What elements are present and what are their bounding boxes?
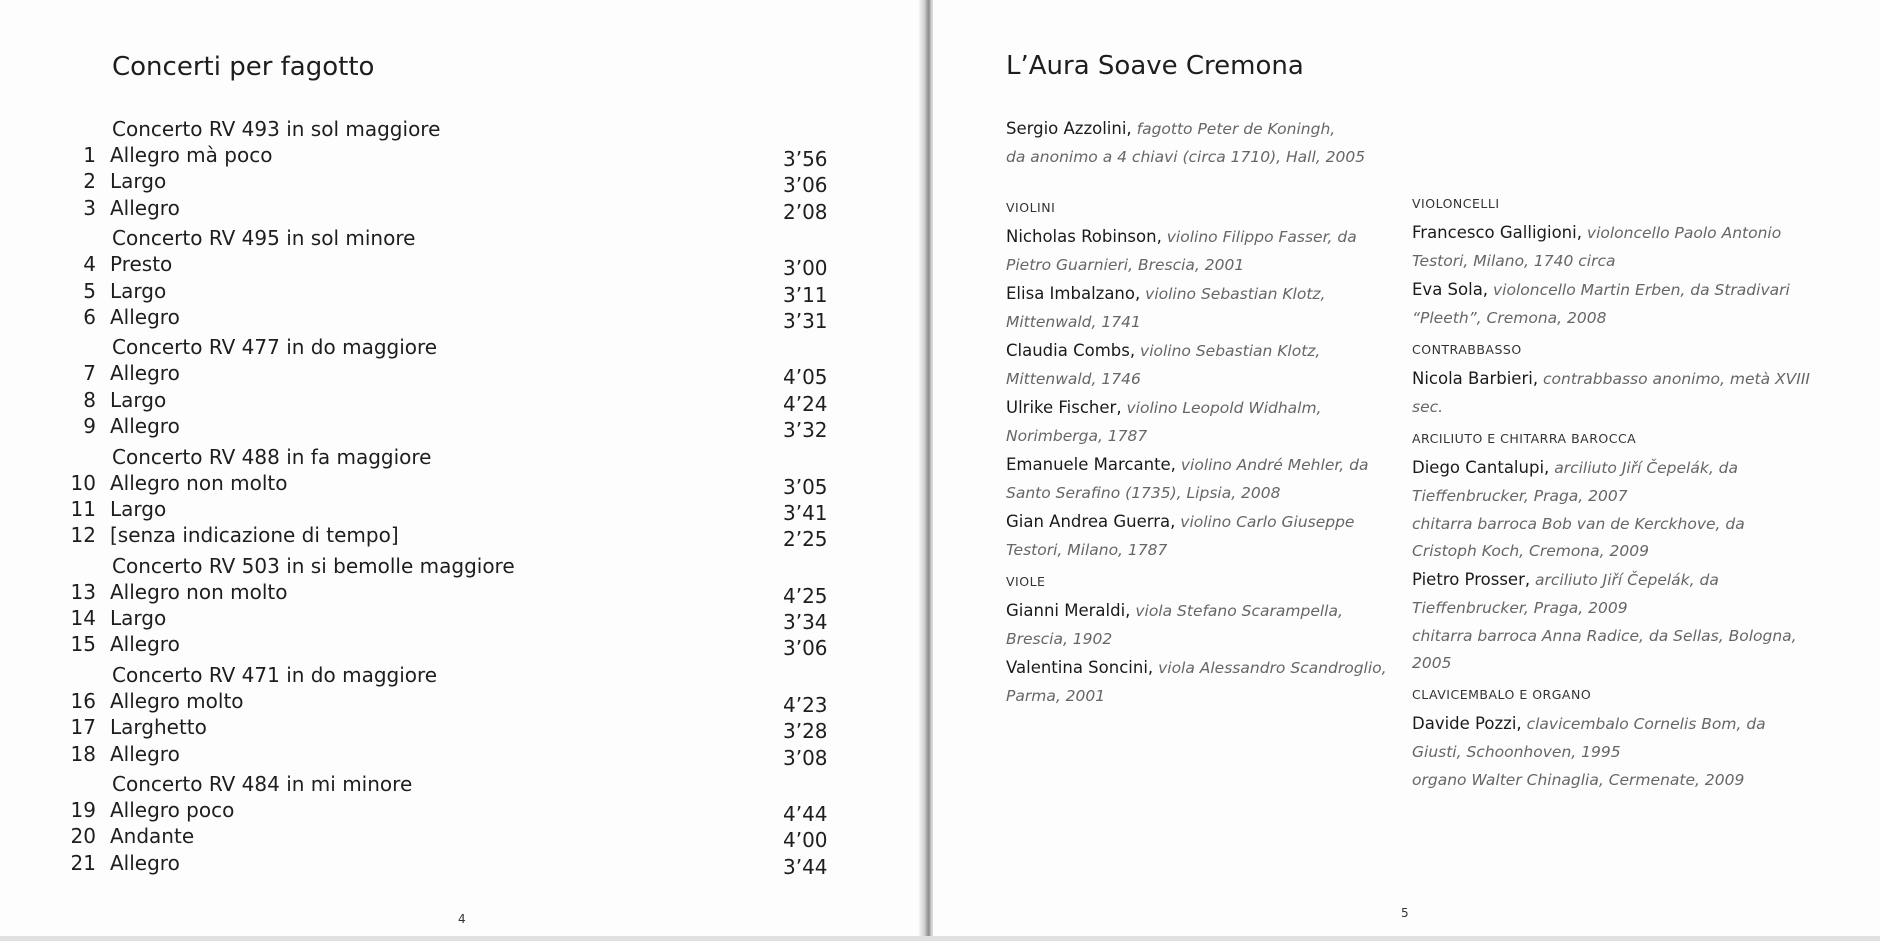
track-title: Largo <box>110 496 167 521</box>
musician-second-instrument: chitarra barroca Bob van de Kerckhove, da Cristoph Koch, Cremona, 2009 <box>1412 515 1745 560</box>
musician-instrument: violoncello Paolo Antonio Testori, Milano, 1740 circa <box>1412 224 1782 270</box>
concerto-heading <box>112 662 830 688</box>
section <box>1412 342 1812 421</box>
track-number: 6 <box>83 304 96 329</box>
musician-second-instrument: chitarra barroca Anna Radice, da Sellas, Bologna, 2005 <box>1412 627 1797 672</box>
section-title: CONTRABBASSO <box>1412 342 1522 357</box>
track-duration: 4’05 <box>783 365 828 390</box>
track-duration: 4’24 <box>783 391 828 416</box>
section-title: CLAVICEMBALO E ORGANO <box>1412 687 1592 702</box>
track-number: 4 <box>83 252 96 277</box>
musician-entry <box>1006 597 1406 653</box>
track-title: Allegro poco <box>110 798 235 823</box>
musician-name: Diego Cantalupi, <box>1412 458 1550 477</box>
section-title: VIOLONCELLI <box>1412 196 1500 211</box>
track-title: [senza indicazione di tempo] <box>110 523 399 548</box>
page-bottom-edge <box>0 936 1880 941</box>
track-number: 14 <box>70 606 96 631</box>
track-title: Largo <box>110 606 167 631</box>
track-duration: 3’00 <box>783 256 828 281</box>
track-row <box>60 168 830 198</box>
musician-instrument: arciliuto Jiří Čepelák, da Tieffenbrucker, Praga, 2009 <box>1412 571 1719 617</box>
track-number: 5 <box>83 278 96 303</box>
track-title: Allegro mà poco <box>110 143 273 167</box>
musician-name: Gianni Meraldi, <box>1006 601 1131 620</box>
musician-instrument: viola Alessandro Scandroglio, Parma, 2001 <box>1006 659 1387 705</box>
concerto-heading <box>112 116 830 142</box>
musician-name: Nicholas Robinson, <box>1006 227 1162 246</box>
track-duration: 2’25 <box>783 527 828 552</box>
track-number: 3 <box>83 195 96 220</box>
musician-instrument: violino Sebastian Klotz, Mittenwald, 1741 <box>1006 285 1326 331</box>
concerto-heading <box>112 553 830 579</box>
track-number: 19 <box>70 798 96 823</box>
musician-entry <box>1412 219 1812 275</box>
concerto-name: Concerto RV 495 <box>112 226 280 251</box>
track-title: Allegro molto <box>110 688 244 713</box>
track-duration: 4’00 <box>783 828 828 853</box>
concerto-block <box>60 444 830 552</box>
track-duration: 3’32 <box>783 418 828 443</box>
page-number: 4 <box>458 912 466 926</box>
track-duration: 3’41 <box>783 500 828 525</box>
musician-name: Eva Sola, <box>1412 280 1489 299</box>
musician-instrument: viola Stefano Scarampella, Brescia, 1902 <box>1006 602 1343 648</box>
track-title: Presto <box>110 252 173 277</box>
track-row <box>60 496 830 525</box>
track-title: Allegro <box>110 850 180 875</box>
soloist-instrument: fagotto Peter de Koningh, <box>1131 120 1336 138</box>
ensemble-title: L’Aura Soave Cremona <box>1006 51 1304 81</box>
track-number: 11 <box>70 496 96 521</box>
concerto-name: Concerto RV 503 <box>112 553 280 578</box>
musician-instrument: arciliuto Jiří Čepelák, da Tieffenbrucker, Praga, 2007 <box>1412 459 1739 505</box>
musician-instrument: violino Carlo Giuseppe Testori, Milano, 1787 <box>1006 513 1355 559</box>
track-duration: 3’31 <box>783 308 828 333</box>
concerto-key: in do maggiore <box>279 662 438 687</box>
musician-instrument: clavicembalo Cornelis Bom, da Giusti, Schoonhoven, 1995 <box>1412 715 1766 761</box>
concerto-heading <box>112 771 830 797</box>
track-row <box>60 579 830 608</box>
concerto-block <box>60 116 830 224</box>
track-title: Larghetto <box>110 715 207 740</box>
section <box>1412 431 1812 677</box>
track-duration: 3’28 <box>783 719 828 744</box>
section <box>1412 196 1812 332</box>
musician-entry <box>1006 394 1406 450</box>
section <box>1412 687 1812 794</box>
musician-instrument: violino Leopold Widhalm, Norimberga, 1787 <box>1006 399 1322 445</box>
musicians-column-1 <box>1006 200 1406 720</box>
concerto-name: Concerto RV 488 <box>112 444 280 469</box>
musician-name: Nicola Barbieri, <box>1412 369 1539 388</box>
musician-entry <box>1006 223 1406 279</box>
track-title: Largo <box>110 387 167 412</box>
track-row <box>60 142 830 171</box>
page-title: Concerti per fagotto <box>112 52 375 82</box>
track-duration: 4’25 <box>783 583 828 608</box>
track-title: Allegro <box>110 632 180 657</box>
concerto-key: in si bemolle maggiore <box>279 553 515 578</box>
musician-second-instrument: organo Walter Chinaglia, Cermenate, 2009 <box>1412 771 1745 789</box>
musician-entry <box>1412 710 1812 766</box>
concerto-name: Concerto RV 493 <box>112 117 280 141</box>
track-duration: 3’06 <box>783 173 828 198</box>
musician-instrument: violino Filippo Fasser, da Pietro Guarnieri, Brescia, 2001 <box>1006 228 1357 274</box>
concerto-block <box>60 334 830 443</box>
left-page <box>0 0 925 941</box>
track-row <box>60 850 830 879</box>
musician-name: Valentina Soncini, <box>1006 658 1154 677</box>
musicians-column-2 <box>1412 196 1812 804</box>
musician-entry <box>1412 365 1812 421</box>
concerto-key: in sol minore <box>279 226 416 251</box>
musician-name: Elisa Imbalzano, <box>1006 284 1141 303</box>
musician-instrument: violoncello Martin Erben, da Stradivari “Pleeth”, Cremona, 2008 <box>1412 281 1790 327</box>
track-duration: 3’56 <box>783 147 828 171</box>
track-duration: 3’34 <box>783 610 828 635</box>
track-row <box>60 741 830 770</box>
track-number: 15 <box>70 632 96 657</box>
track-title: Allegro <box>110 195 180 220</box>
track-row <box>60 251 830 281</box>
track-list <box>60 116 830 880</box>
track-duration: 4’44 <box>783 802 828 827</box>
track-duration: 3’06 <box>783 636 828 661</box>
track-number: 20 <box>70 824 96 849</box>
track-row <box>60 714 830 744</box>
track-title: Allegro <box>110 361 180 386</box>
concerto-block <box>60 771 830 879</box>
track-row <box>60 413 830 443</box>
musician-name: Francesco Galligioni, <box>1412 223 1582 242</box>
section-title: VIOLINI <box>1006 200 1056 215</box>
track-number: 18 <box>70 741 96 766</box>
concerto-heading <box>112 444 830 470</box>
track-row <box>60 387 830 416</box>
musician-name: Davide Pozzi, <box>1412 714 1522 733</box>
musician-entry <box>1006 337 1406 393</box>
track-number: 16 <box>70 688 96 713</box>
track-title: Largo <box>110 169 167 194</box>
track-number: 8 <box>83 387 96 412</box>
section <box>1006 574 1406 710</box>
track-title: Allegro <box>110 304 180 329</box>
track-number: 7 <box>83 361 96 386</box>
concerto-heading <box>112 225 830 251</box>
track-number: 9 <box>83 414 96 439</box>
musician-entry <box>1006 280 1406 336</box>
track-row <box>60 195 830 224</box>
musician-name: Claudia Combs, <box>1006 341 1136 360</box>
track-row <box>60 278 830 307</box>
concerto-name: Concerto RV 477 <box>112 335 280 360</box>
track-duration: 2’08 <box>783 199 828 224</box>
musician-entry <box>1006 654 1406 710</box>
musician-entry <box>1006 508 1406 564</box>
track-number: 21 <box>70 850 96 875</box>
track-duration: 4’23 <box>783 692 828 717</box>
track-row <box>60 470 830 499</box>
track-title: Allegro <box>110 414 180 439</box>
track-number: 10 <box>70 470 96 495</box>
musician-name: Pietro Prosser, <box>1412 570 1531 589</box>
concerto-heading <box>112 334 830 360</box>
soloist <box>1006 115 1406 171</box>
track-number: 2 <box>83 169 96 194</box>
musician-entry <box>1412 454 1812 510</box>
musician-entry <box>1412 566 1812 622</box>
concerto-key: in do maggiore <box>279 335 438 360</box>
track-row <box>60 631 830 661</box>
concerto-name: Concerto RV 471 <box>112 662 280 687</box>
section-title: ARCILIUTO E CHITARRA BAROCCA <box>1412 431 1637 446</box>
concerto-block <box>60 553 830 661</box>
concerto-block <box>60 662 830 770</box>
track-row <box>60 797 830 827</box>
track-duration: 3’11 <box>783 282 828 307</box>
track-duration: 3’05 <box>783 474 828 499</box>
track-number: 13 <box>70 579 96 604</box>
track-duration: 3’08 <box>783 745 828 770</box>
track-row <box>60 688 830 717</box>
soloist-name: Sergio Azzolini, <box>1006 119 1132 138</box>
musician-instrument: violino André Mehler, da Santo Serafino (1735), Lipsia, 2008 <box>1006 456 1369 502</box>
musician-entry <box>1412 276 1812 332</box>
track-title: Largo <box>110 278 167 303</box>
track-number: 12 <box>70 523 96 548</box>
concerto-name: Concerto RV 484 <box>112 772 280 797</box>
track-row <box>60 823 830 853</box>
soloist-instrument-origin: da anonimo a 4 chiavi (circa 1710), Hall, 2005 <box>1006 148 1366 166</box>
concerto-key: in sol maggiore <box>279 117 441 141</box>
track-number: 17 <box>70 715 96 740</box>
section-title: VIOLE <box>1006 574 1046 589</box>
track-row <box>60 605 830 635</box>
musician-instrument: violino Sebastian Klotz, Mittenwald, 1746 <box>1006 342 1321 388</box>
section <box>1006 200 1406 564</box>
musician-name: Emanuele Marcante, <box>1006 455 1176 474</box>
musician-instrument: contrabbasso anonimo, metà XVIII sec. <box>1412 370 1810 416</box>
concerto-key: in mi minore <box>279 772 413 797</box>
track-title: Andante <box>110 824 195 849</box>
track-row <box>60 304 830 333</box>
track-title: Allegro non molto <box>110 470 288 495</box>
track-row <box>60 522 830 552</box>
track-row <box>60 360 830 390</box>
musician-name: Ulrike Fischer, <box>1006 398 1122 417</box>
concerto-key: in fa maggiore <box>279 444 432 469</box>
track-number: 1 <box>83 143 96 167</box>
musician-entry <box>1006 451 1406 507</box>
page-number-right: 5 <box>1401 906 1409 920</box>
track-title: Allegro non molto <box>110 579 288 604</box>
track-duration: 3’44 <box>783 854 828 879</box>
concerto-block <box>60 225 830 333</box>
track-title: Allegro <box>110 741 180 766</box>
musician-name: Gian Andrea Guerra, <box>1006 512 1176 531</box>
